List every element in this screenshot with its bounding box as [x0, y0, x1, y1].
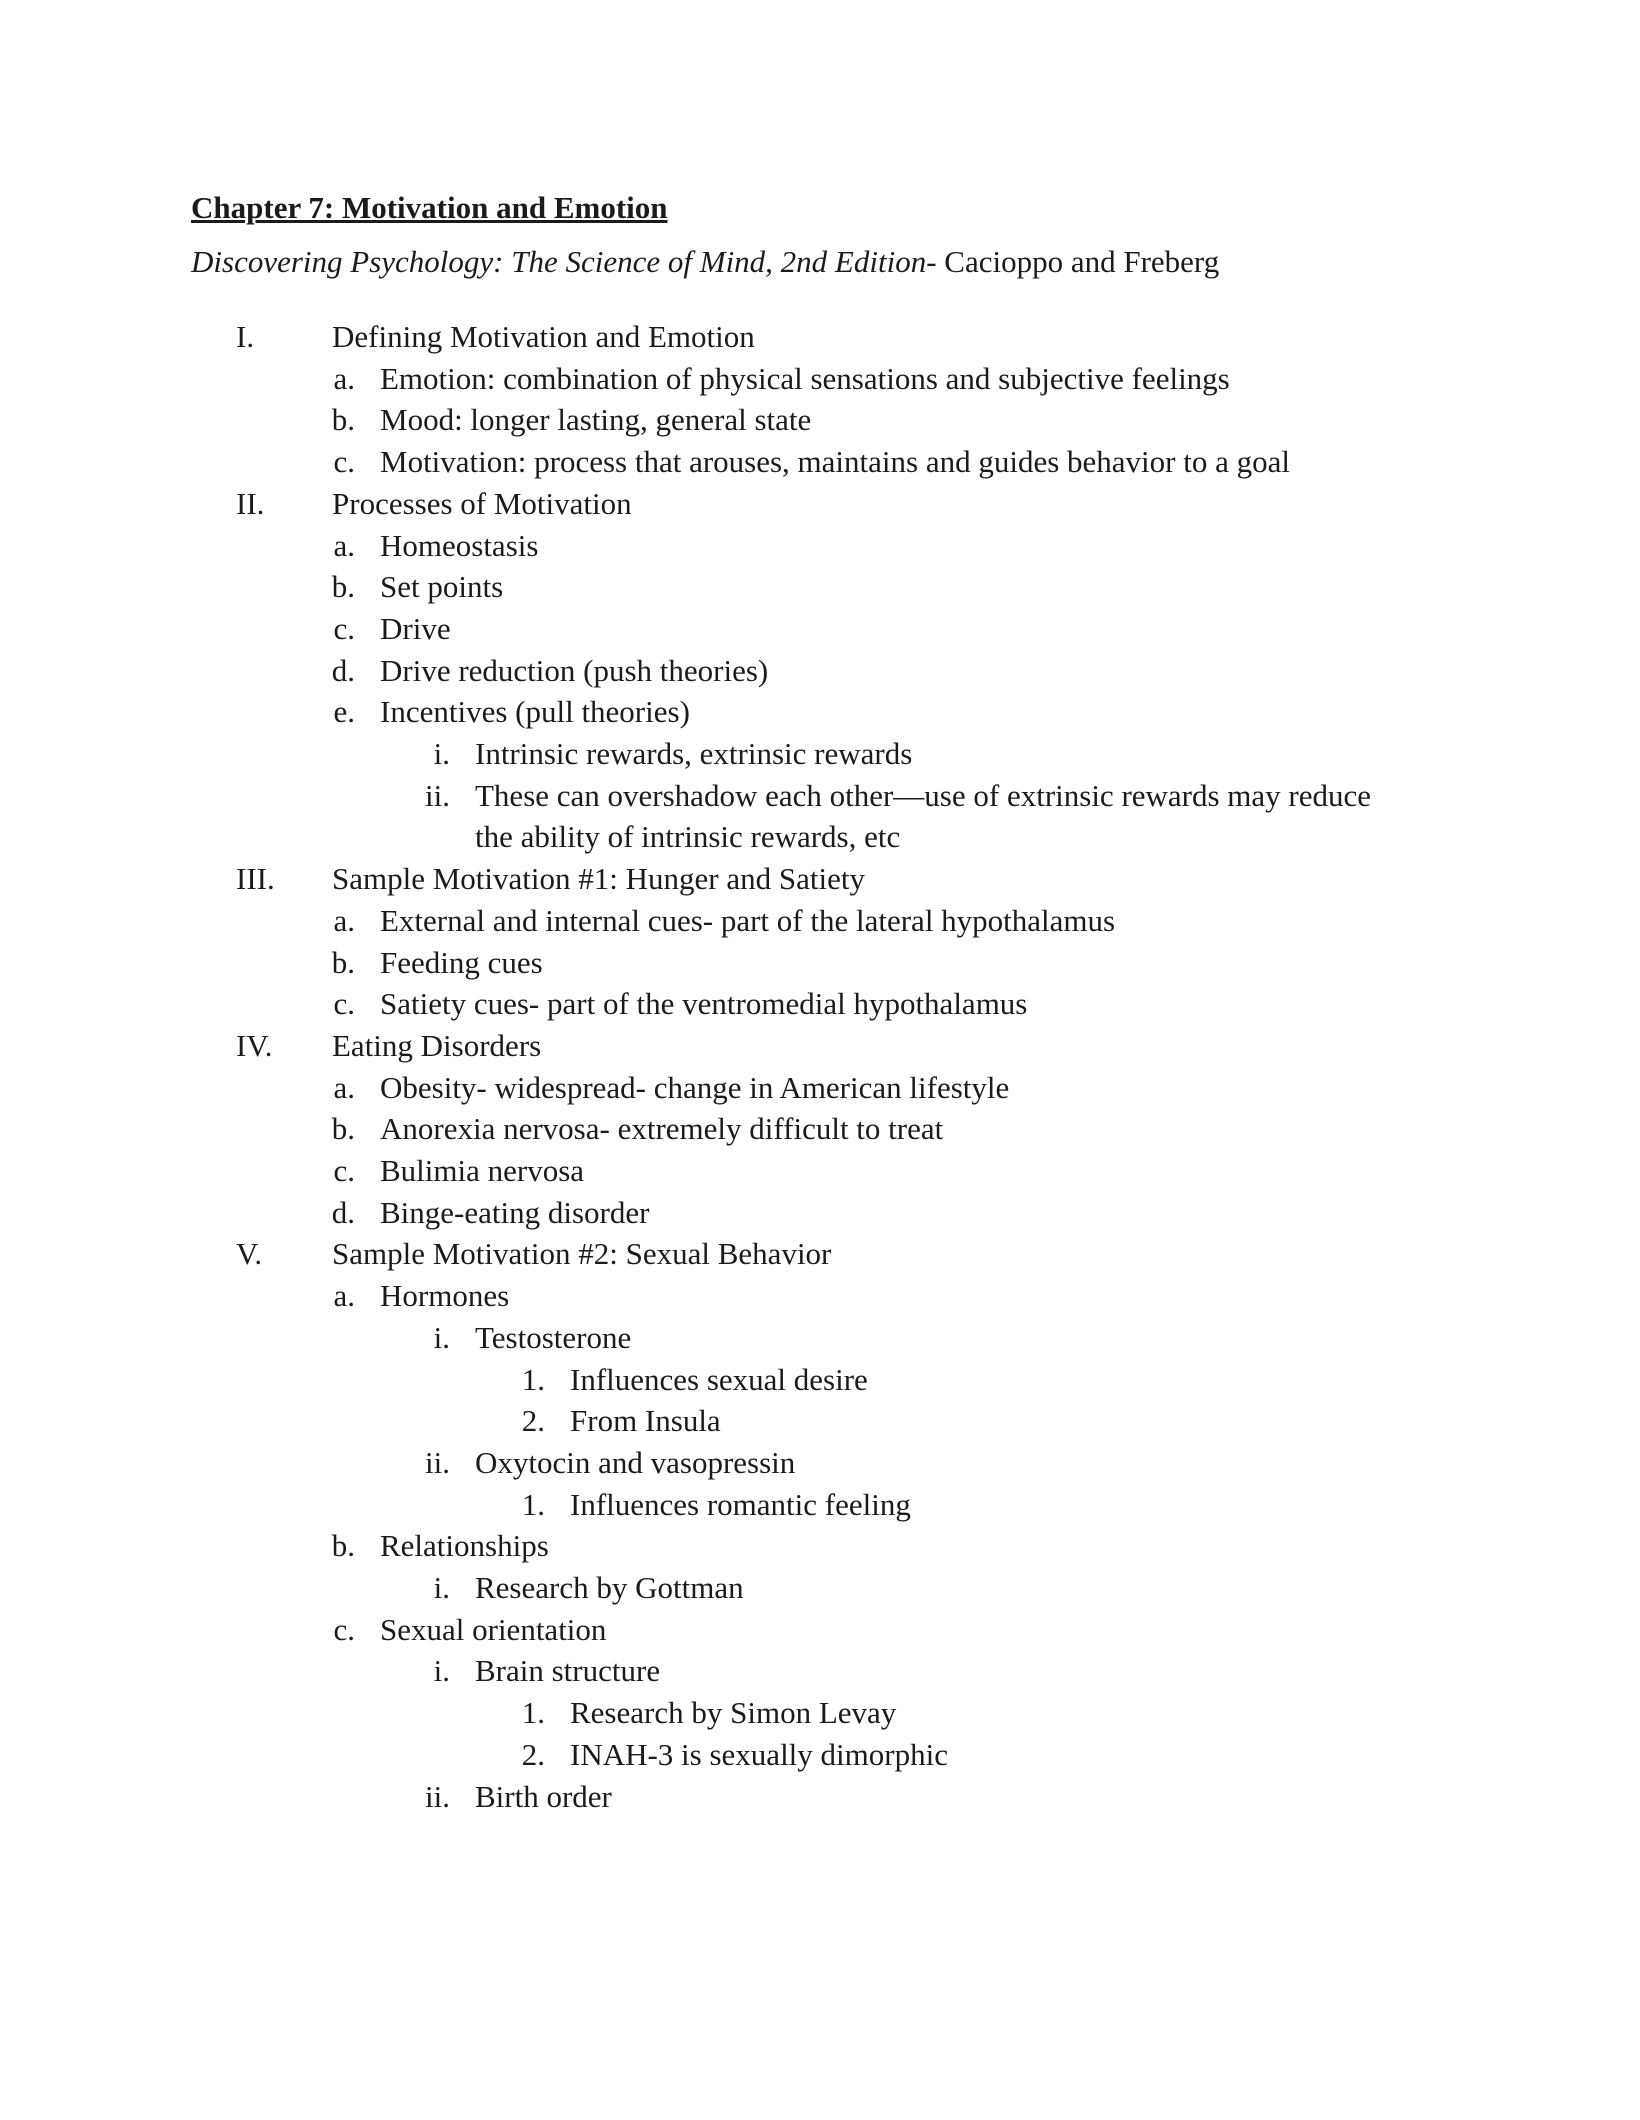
outline-marker: c. [333, 1611, 355, 1647]
outline-marker: ii. [425, 1778, 450, 1814]
outline-text: Influences romantic feeling [570, 1486, 911, 1522]
outline-marker: I. [236, 319, 255, 354]
outline-text: Incentives (pull theories) [380, 694, 690, 730]
outline-marker: c. [333, 444, 355, 480]
outline-item-level-2 [0, 983, 1640, 1025]
outline-marker: i. [433, 736, 450, 771]
book-authors: Cacioppo and Freberg [936, 244, 1220, 279]
outline-item-level-3 [0, 733, 1640, 775]
outline-marker: 2. [521, 1403, 545, 1439]
outline-text: Bulimia nervosa [380, 1153, 585, 1188]
outline-text: Oxytocin and vasopressin [475, 1444, 796, 1480]
outline-text: Sample Motivation #2: Sexual Behavior [332, 1236, 832, 1272]
outline-marker: d. [331, 652, 355, 688]
outline-item-level-2 [0, 942, 1640, 984]
outline-item-level-2 [0, 650, 1640, 692]
outline-item-level-3 [0, 1442, 1640, 1484]
outline-item-level-1 [0, 1025, 1640, 1067]
outline-marker: III. [236, 861, 275, 897]
outline-marker: a. [333, 527, 355, 563]
outline-marker: 1. [521, 1695, 545, 1731]
outline-text: Hormones [380, 1278, 510, 1314]
outline-item-level-2 [0, 525, 1640, 567]
outline-text: External and internal cues- part of the lateral hypothalamus [380, 902, 1116, 938]
outline-item-level-2 [0, 691, 1640, 733]
outline-marker: ii. [425, 777, 450, 813]
outline-item-level-2 [0, 1525, 1640, 1567]
outline-text: INAH-3 is sexually dimorphic [570, 1736, 948, 1772]
outline-marker: 2. [521, 1736, 545, 1772]
outline-text: the ability of intrinsic rewards, etc [475, 819, 901, 855]
outline-item-level-2 [0, 1150, 1640, 1192]
outline-item-level-3 [0, 1650, 1640, 1692]
outline-text: Anorexia nervosa- extremely difficult to treat [380, 1111, 944, 1147]
outline-marker: c. [333, 1153, 355, 1188]
outline-text: Defining Motivation and Emotion [332, 319, 755, 354]
outline-item-level-2 [0, 1275, 1640, 1317]
outline-text: Birth order [475, 1778, 612, 1814]
outline-item-level-2 [0, 358, 1640, 400]
outline-item-level-2 [0, 1192, 1640, 1234]
outline-text: From Insula [570, 1403, 721, 1439]
outline-text: Eating Disorders [332, 1027, 542, 1063]
outline-text: Research by Gottman [475, 1570, 744, 1605]
outline-marker: d. [331, 1194, 355, 1230]
outline-marker: i. [433, 1319, 450, 1355]
book-title: Discovering Psychology: The Science of Mind, 2nd Edition- [191, 244, 937, 279]
outline-item-level-3 [0, 816, 1640, 858]
outline-marker: a. [333, 902, 355, 938]
outline-text: Mood: longer lasting, general state [380, 402, 812, 438]
outline-marker: 1. [521, 1486, 545, 1522]
outline-item-level-1 [0, 483, 1640, 525]
outline-text: Sample Motivation #1: Hunger and Satiety [332, 861, 865, 897]
outline-text: Drive [380, 610, 451, 646]
outline-item-level-3 [0, 1776, 1640, 1818]
outline-text: Testosterone [475, 1319, 632, 1355]
outline-item-level-2 [0, 441, 1640, 483]
outline-text: Binge-eating disorder [380, 1194, 650, 1230]
outline-marker: b. [331, 944, 355, 980]
outline-item-level-4 [0, 1400, 1640, 1442]
outline-marker: II. [236, 485, 265, 521]
outline-item-level-2 [0, 1609, 1640, 1651]
outline-marker: ii. [425, 1444, 450, 1480]
outline-marker: i. [433, 1653, 450, 1689]
outline-text: Obesity- widespread- change in American lifestyle [380, 1069, 1010, 1105]
outline-marker: i. [433, 1570, 450, 1605]
outline-marker: b. [331, 1111, 355, 1147]
outline-item-level-1 [0, 1233, 1640, 1275]
outline-text: Research by Simon Levay [570, 1695, 897, 1731]
outline-marker: 1. [521, 1361, 545, 1397]
outline-item-level-4 [0, 1484, 1640, 1526]
outline-text: Feeding cues [380, 944, 543, 980]
outline-item-level-2 [0, 900, 1640, 942]
outline-text: Satiety cues- part of the ventromedial hypothalamus [380, 986, 1028, 1022]
outline-marker: V. [236, 1236, 263, 1272]
outline-text: Emotion: combination of physical sensations and subjective feelings [380, 360, 1230, 396]
outline-marker: e. [333, 694, 355, 730]
outline-text: Set points [380, 569, 504, 605]
outline-text: Sexual orientation [380, 1611, 607, 1647]
outline-item-level-1 [0, 316, 1640, 358]
outline-text: Motivation: process that arouses, maintains and guides behavior to a goal [380, 444, 1290, 480]
outline-text: Homeostasis [380, 527, 539, 563]
outline-marker: b. [331, 1528, 355, 1564]
outline-item-level-2 [0, 1067, 1640, 1109]
outline-text: Processes of Motivation [332, 485, 632, 521]
outline-item-level-2 [0, 566, 1640, 608]
outline-item-level-2 [0, 1108, 1640, 1150]
outline-marker: b. [331, 569, 355, 605]
outline-item-level-4 [0, 1692, 1640, 1734]
outline-item-level-2 [0, 399, 1640, 441]
outline-item-level-1 [0, 858, 1640, 900]
outline-marker: a. [333, 1278, 355, 1314]
outline-text: Influences sexual desire [570, 1361, 868, 1397]
outline-item-level-3 [0, 1317, 1640, 1359]
outline-marker: a. [333, 360, 355, 396]
outline-text: Drive reduction (push theories) [380, 652, 769, 688]
outline-item-level-3 [0, 775, 1640, 817]
outline-marker: IV. [236, 1027, 273, 1063]
outline-item-level-4 [0, 1359, 1640, 1401]
outline-marker: a. [333, 1069, 355, 1105]
outline-text: Relationships [380, 1528, 549, 1564]
outline-marker: c. [333, 610, 355, 646]
outline-item-level-3 [0, 1567, 1640, 1609]
outline-text: Intrinsic rewards, extrinsic rewards [475, 736, 913, 771]
page-title: Chapter 7: Motivation and Emotion [191, 190, 668, 225]
outline-marker: c. [333, 986, 355, 1022]
outline-text: Brain structure [475, 1653, 661, 1689]
outline-item-level-4 [0, 1734, 1640, 1776]
outline-item-level-2 [0, 608, 1640, 650]
outline-marker: b. [331, 402, 355, 438]
outline-text: These can overshadow each other—use of extrinsic rewards may reduce [475, 777, 1372, 813]
